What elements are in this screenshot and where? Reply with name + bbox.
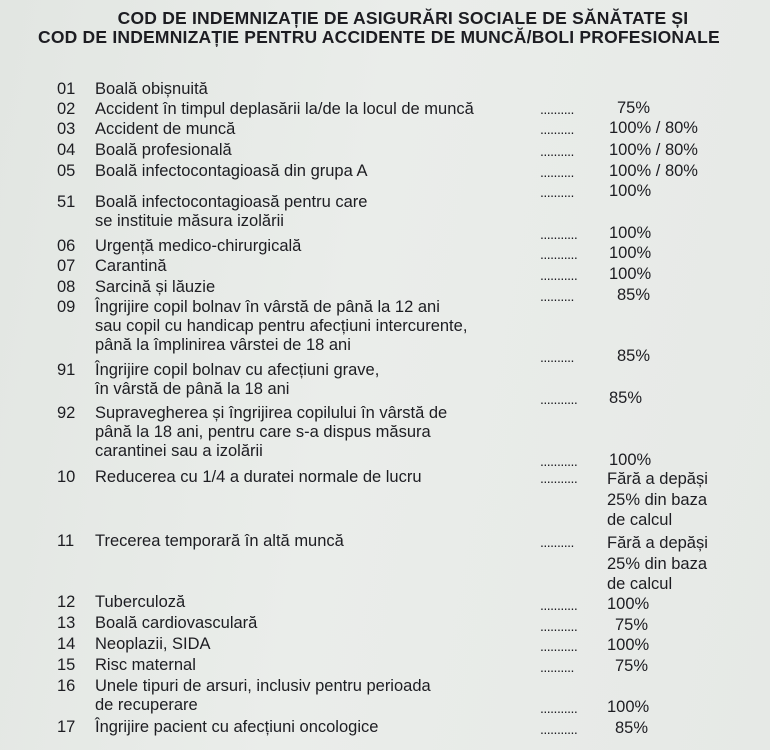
entry-dots: ........... <box>540 267 578 283</box>
entry-code: 11 <box>57 532 75 550</box>
entry-label: Boală profesională <box>95 141 232 159</box>
entry-dots: .......... <box>540 349 574 365</box>
entry-code: 06 <box>57 237 76 255</box>
entry-code: 91 <box>57 361 76 379</box>
entry-value: 100% <box>607 698 650 716</box>
entry-value: 100% <box>609 451 652 469</box>
entry-label: Accident de muncă <box>95 120 236 138</box>
entry-value: 85% <box>617 286 651 304</box>
entry-value: 100% / 80% <box>609 141 698 159</box>
entry-value: 100% <box>607 636 650 654</box>
entry-value: Fără a depăși 25% din baza de calcul <box>607 470 708 529</box>
entry-label: Tuberculoză <box>95 593 186 611</box>
entry-label: Supravegherea și îngrijirea copilului în vârstă de până la 18 ani, pentru care s-a dispus măsura carantinei sau a izolării <box>95 404 448 460</box>
entry-value: 100% / 80% <box>609 119 698 137</box>
entry-code: 10 <box>57 468 76 486</box>
entry-code: 14 <box>57 635 76 653</box>
entry-value: 100% <box>607 595 650 613</box>
entry-code: 02 <box>57 100 76 118</box>
entry-code: 16 <box>57 677 76 695</box>
entry-dots: ........... <box>540 470 578 486</box>
entry-value: Fără a depăși 25% din baza de calcul <box>607 534 708 593</box>
entry-code: 51 <box>57 193 76 211</box>
entry-label: Reducerea cu 1/4 a duratei normale de lucru <box>95 468 422 486</box>
entry-label: Accident în timpul deplasării la/de la locul de muncă <box>95 100 474 118</box>
title-line-2: COD DE INDEMNIZAȚIE PENTRU ACCIDENTE DE MUNCĂ/BOLI PROFESIONALE <box>38 27 720 47</box>
entry-code: 08 <box>57 278 76 296</box>
entry-dots: ........... <box>540 226 578 242</box>
entry-dots: .......... <box>540 121 574 137</box>
entry-code: 05 <box>57 162 76 180</box>
entry-code: 07 <box>57 257 76 275</box>
entry-value: 100% <box>609 182 652 200</box>
entry-value: 100% <box>609 224 652 242</box>
entry-dots: ........... <box>540 638 578 654</box>
entry-dots: .......... <box>540 143 574 159</box>
entry-dots: ........... <box>540 700 578 716</box>
entry-dots: ........... <box>540 618 578 634</box>
entry-value: 75% <box>615 657 649 675</box>
entry-label: Boală cardiovasculară <box>95 614 258 632</box>
entry-code: 01 <box>57 80 76 98</box>
entry-label: Sarcină și lăuzie <box>95 278 216 296</box>
entry-code: 13 <box>57 614 76 632</box>
entry-dots: .......... <box>540 164 574 180</box>
entry-code: 92 <box>57 404 76 422</box>
entry-dots: .......... <box>540 659 574 675</box>
entry-value: 100% <box>609 265 652 283</box>
entry-label: Trecerea temporară în altă muncă <box>95 532 344 550</box>
entry-code: 15 <box>57 656 76 674</box>
entry-code: 04 <box>57 141 76 159</box>
entry-dots: ........... <box>540 391 578 407</box>
entry-value: 85% <box>617 347 651 365</box>
entry-dots: .......... <box>540 101 574 117</box>
entry-label: Boală infectocontagioasă pentru care se instituie măsura izolării <box>95 193 368 230</box>
entry-code: 03 <box>57 120 76 138</box>
entry-value: 75% <box>617 99 651 117</box>
entry-dots: .......... <box>540 534 574 550</box>
entry-label: Urgență medico-chirurgicală <box>95 237 302 255</box>
entry-value: 85% <box>609 389 643 407</box>
entry-code: 12 <box>57 593 76 611</box>
entry-label: Neoplazii, SIDA <box>95 635 211 653</box>
entry-dots: ........... <box>540 597 578 613</box>
entry-label: Îngrijire pacient cu afecțiuni oncologice <box>95 718 379 736</box>
entry-dots: ........... <box>540 721 578 737</box>
entry-value: 75% <box>615 616 649 634</box>
entry-label: Îngrijire copil bolnav cu afecțiuni grave, în vârstă de până la 18 ani <box>95 361 380 398</box>
title-line-1: COD DE INDEMNIZAȚIE DE ASIGURĂRI SOCIALE DE SĂNĂTATE ȘI <box>117 8 689 28</box>
entry-value: 100% / 80% <box>609 162 698 180</box>
entry-code: 17 <box>57 718 76 736</box>
entry-value: 85% <box>615 719 649 737</box>
entry-label: Carantină <box>95 257 167 275</box>
entry-dots: .......... <box>540 288 574 304</box>
entry-value: 100% <box>609 244 652 262</box>
entry-label: Boală obișnuită <box>95 80 208 98</box>
entry-code: 09 <box>57 298 76 316</box>
entry-dots: ........... <box>540 453 578 469</box>
entry-label: Îngrijire copil bolnav în vârstă de până la 12 ani sau copil cu handicap pentru afecțiuni intercurente, până la împlinirea vârstei de 18 ani <box>95 298 468 354</box>
entry-label: Unele tipuri de arsuri, inclusiv pentru perioada de recuperare <box>95 677 431 714</box>
entry-dots: .......... <box>540 184 574 200</box>
entry-label: Risc maternal <box>95 656 196 674</box>
entry-label: Boală infectocontagioasă din grupa A <box>95 162 368 180</box>
entry-dots: ........... <box>540 246 578 262</box>
